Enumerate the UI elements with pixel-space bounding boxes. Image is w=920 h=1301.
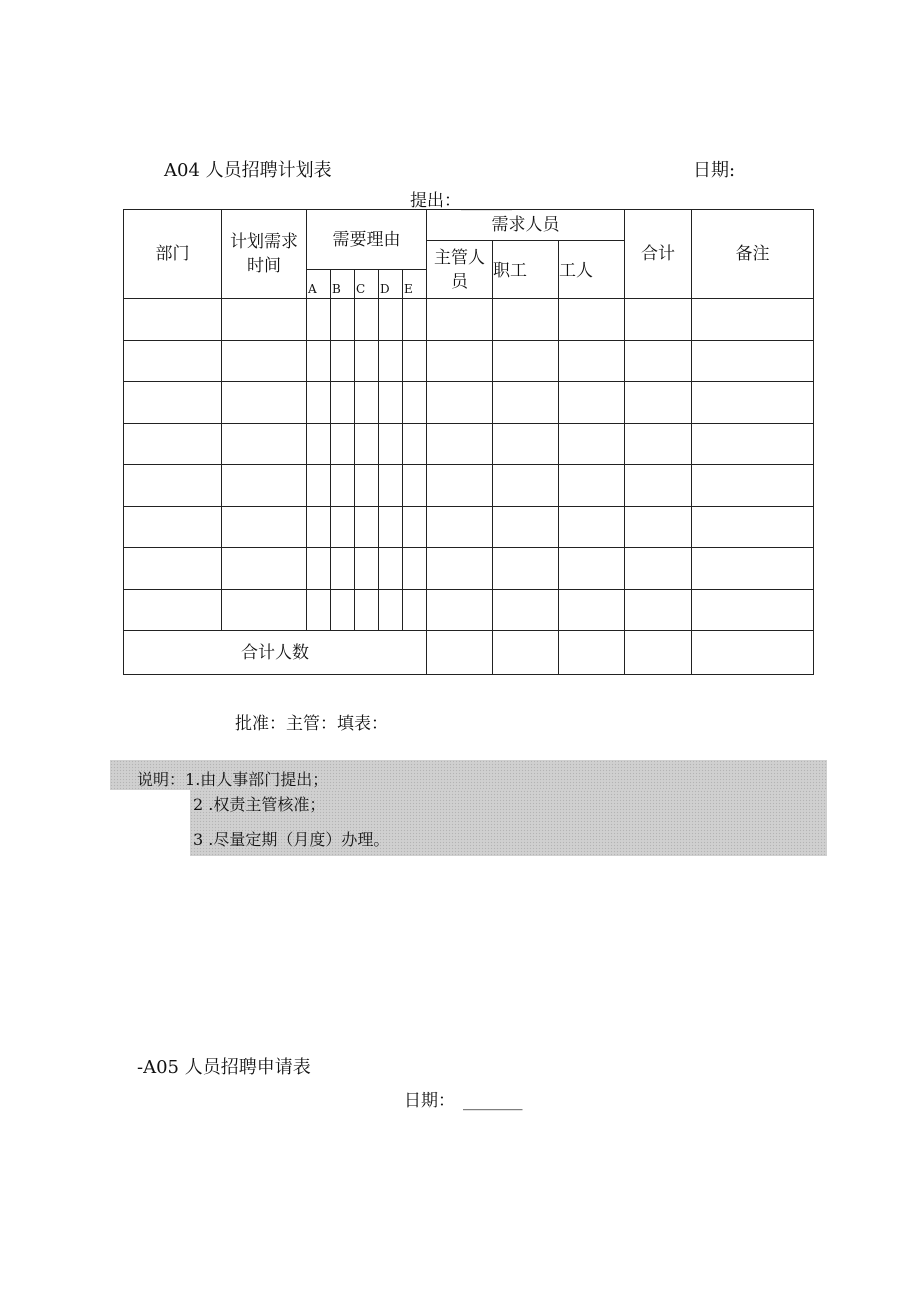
table-cell (331, 340, 355, 382)
table-cell (379, 548, 403, 590)
table-cell (559, 589, 625, 631)
table-cell (493, 548, 559, 590)
table-cell (222, 465, 307, 507)
table-cell (427, 340, 493, 382)
table-cell (403, 589, 427, 631)
table-cell (403, 382, 427, 424)
empty-rows (124, 299, 814, 631)
header-staff: 职工 (493, 241, 559, 299)
table-cell (379, 589, 403, 631)
table-cell (355, 506, 379, 548)
table-cell (124, 423, 222, 465)
table-cell (692, 631, 814, 675)
table-cell (427, 506, 493, 548)
recruitment-plan-table (123, 209, 814, 675)
table-cell (692, 340, 814, 382)
table-cell (692, 548, 814, 590)
table-cell (307, 340, 331, 382)
table-cell (307, 548, 331, 590)
header-reason: 需要理由 (307, 210, 427, 270)
table-cell (124, 382, 222, 424)
table-cell (559, 631, 625, 675)
table-cell (222, 423, 307, 465)
table-cell (427, 631, 493, 675)
apply-form-title: -A05 人员招聘申请表 (137, 1057, 311, 1078)
apply-date-label: 日期： (404, 1091, 455, 1111)
table-cell (355, 548, 379, 590)
table-cell (222, 382, 307, 424)
table-cell (692, 589, 814, 631)
table-cell (124, 506, 222, 548)
table-row (124, 465, 814, 507)
header-plan-time-line1: 计划需求 (230, 232, 298, 252)
table-cell (403, 465, 427, 507)
table-cell (124, 548, 222, 590)
table-cell (559, 340, 625, 382)
table-cell (222, 340, 307, 382)
table-cell (403, 423, 427, 465)
submitted-line (410, 186, 512, 211)
table-cell (355, 423, 379, 465)
table-cell (379, 465, 403, 507)
table-cell (559, 299, 625, 341)
notes-label: 说明： (137, 770, 186, 789)
table-cell (427, 548, 493, 590)
table-cell (427, 299, 493, 341)
table-cell (493, 465, 559, 507)
table-cell (379, 382, 403, 424)
table-cell (124, 299, 222, 341)
table-cell (493, 631, 559, 675)
table-cell (379, 423, 403, 465)
table-cell (379, 506, 403, 548)
table-cell (559, 465, 625, 507)
table-cell (307, 299, 331, 341)
table-cell (331, 299, 355, 341)
table-cell (625, 423, 692, 465)
table-row (124, 340, 814, 382)
table-cell (355, 465, 379, 507)
header-supervisor (427, 241, 493, 299)
table-cell (559, 548, 625, 590)
table-cell (379, 299, 403, 341)
table-cell (493, 589, 559, 631)
table-row (124, 423, 814, 465)
header-plan-time-line2: 时间 (247, 256, 281, 276)
apply-date-value: _______ (463, 1091, 523, 1111)
table-cell (355, 589, 379, 631)
table-cell (124, 589, 222, 631)
table-cell (427, 382, 493, 424)
table-cell (307, 382, 331, 424)
table-cell (625, 382, 692, 424)
table-cell (427, 589, 493, 631)
table-cell (692, 299, 814, 341)
table-row (124, 382, 814, 424)
table-cell (307, 423, 331, 465)
table-cell (222, 589, 307, 631)
reason-code: D (379, 270, 403, 299)
table-cell (355, 340, 379, 382)
table-cell (355, 299, 379, 341)
total-row-label: 合计人数 (124, 631, 427, 675)
note-item: 3 .尽量定期（月度）办理。 (193, 830, 390, 849)
table-cell (692, 382, 814, 424)
reason-code: E (403, 270, 427, 299)
table-cell (307, 506, 331, 548)
table-row (124, 548, 814, 590)
table-cell (625, 465, 692, 507)
table-cell (625, 340, 692, 382)
note-item: 1.由人事部门提出； (185, 770, 329, 789)
table-cell (222, 548, 307, 590)
table-cell (692, 465, 814, 507)
submitted-label: 提出： (410, 191, 461, 211)
submitted-value: ______ (461, 191, 512, 211)
approval-line: 批准：主管：填表： (235, 714, 388, 734)
table-cell (403, 340, 427, 382)
date-label: 日期: (693, 160, 736, 181)
table-cell (124, 465, 222, 507)
table-cell (331, 465, 355, 507)
table-cell (493, 423, 559, 465)
table-cell (403, 506, 427, 548)
table-cell (493, 382, 559, 424)
reason-code: B (331, 270, 355, 299)
table-cell (692, 506, 814, 548)
table-cell (625, 548, 692, 590)
table-cell (692, 423, 814, 465)
table-cell (331, 589, 355, 631)
header-remarks: 备注 (692, 210, 814, 299)
header-worker: 工人 (559, 241, 625, 299)
table-cell (403, 548, 427, 590)
table-cell (559, 382, 625, 424)
header-needed-staff: 需求人员 (427, 210, 625, 241)
table-cell (379, 340, 403, 382)
table-cell (222, 506, 307, 548)
table-cell (427, 465, 493, 507)
table-cell (403, 299, 427, 341)
table-cell (331, 548, 355, 590)
table-cell (559, 423, 625, 465)
table-cell (625, 631, 692, 675)
table-cell (493, 340, 559, 382)
reason-code: A (307, 270, 331, 299)
table-cell (493, 299, 559, 341)
table-cell (625, 506, 692, 548)
table-row (124, 506, 814, 548)
header-total: 合计 (625, 210, 692, 299)
table-row (124, 589, 814, 631)
header-supervisor-line1: 主管人 (434, 247, 485, 268)
table-cell (625, 589, 692, 631)
table-row (124, 299, 814, 341)
header-supervisor-line2: 员 (451, 271, 468, 292)
table-cell (331, 423, 355, 465)
table-cell (559, 506, 625, 548)
table-cell (331, 382, 355, 424)
form-title: A04 人员招聘计划表 (164, 160, 332, 181)
reason-code: C (355, 270, 379, 299)
table-cell (625, 299, 692, 341)
header-department: 部门 (124, 210, 222, 299)
table-cell (355, 382, 379, 424)
header-plan-time (222, 210, 307, 299)
table-cell (493, 506, 559, 548)
notes-line-1 (137, 767, 328, 790)
table-cell (222, 299, 307, 341)
table-cell (307, 465, 331, 507)
table-cell (307, 589, 331, 631)
table-cell (124, 340, 222, 382)
table-cell (427, 423, 493, 465)
apply-date-line (404, 1086, 523, 1111)
table-cell (331, 506, 355, 548)
note-item: 2 .权责主管核准； (193, 795, 326, 814)
